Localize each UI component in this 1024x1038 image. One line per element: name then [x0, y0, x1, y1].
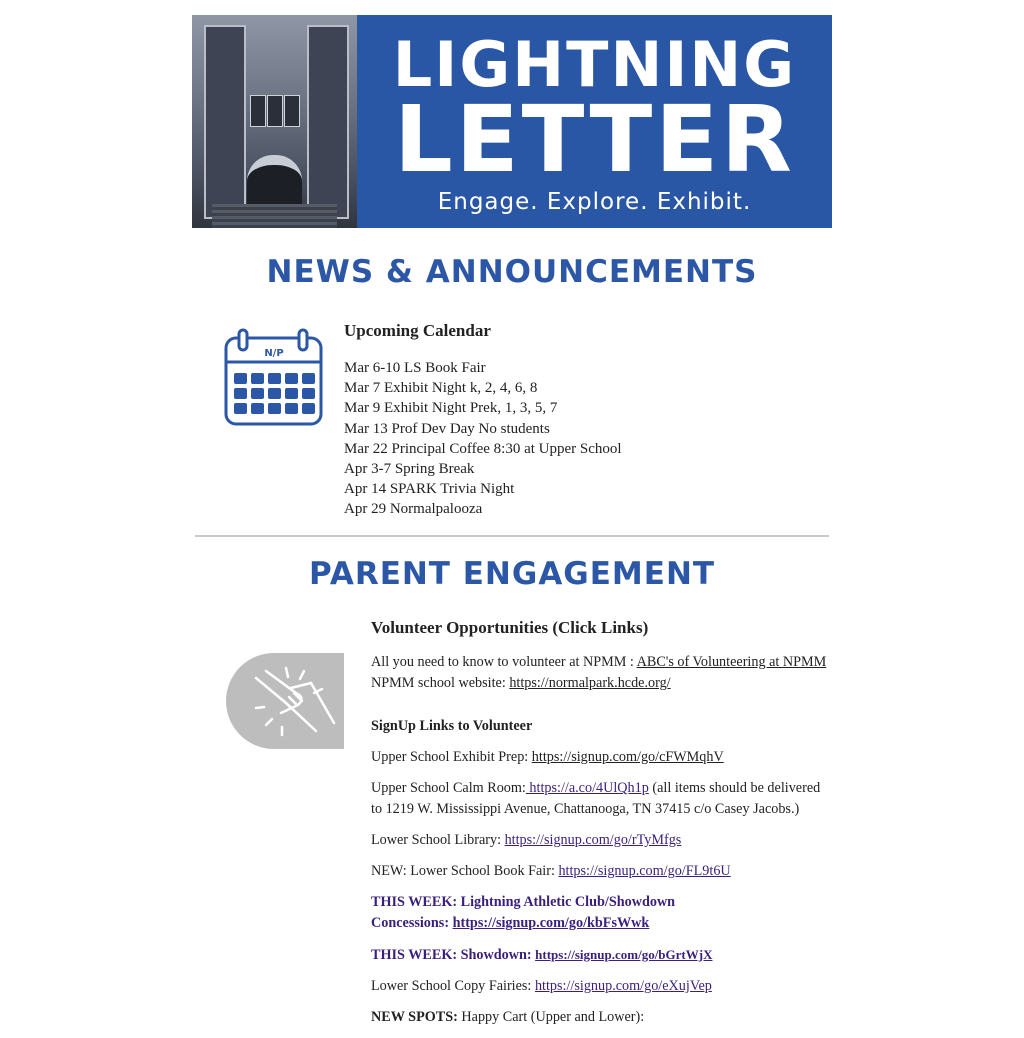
- intro-text: All you need to know to volunteer at NPMM :: [371, 654, 637, 670]
- calm-room-link[interactable]: https://a.co/4UlQh1p: [525, 780, 649, 796]
- calendar-item: Mar 9 Exhibit Night Prek, 1, 3, 5, 7: [344, 400, 558, 417]
- abc-volunteering-link[interactable]: ABC's of Volunteering at NPMM: [636, 654, 827, 670]
- delivery-note: (all items should be delivered to 1219 W. Mississippi Avenue, Chattanooga, TN 37415 c/o Casey Jacobs.): [371, 780, 821, 817]
- parent-engagement-heading: PARENT ENGAGEMENT: [308, 556, 716, 592]
- website-label: NPMM school website:: [371, 675, 510, 691]
- calendar-list: [344, 358, 824, 520]
- calendar-logo: N/P: [264, 348, 284, 359]
- signup-label: NEW: Lower School Book Fair:: [371, 863, 559, 879]
- volunteer-section: [371, 617, 831, 1038]
- banner-title-line2: LETTER: [394, 86, 795, 193]
- calendar-item: Apr 14 SPARK Trivia Night: [344, 481, 515, 498]
- copy-fairies-link[interactable]: https://signup.com/go/eXujVep: [534, 978, 712, 994]
- school-website-link[interactable]: https://normalpark.hcde.org/: [509, 675, 671, 691]
- section-divider: [195, 535, 829, 537]
- upcoming-calendar: [344, 321, 824, 520]
- volunteer-title: Volunteer Opportunities (Click Links): [371, 618, 649, 637]
- signup-label: Lower School Copy Fairies:: [371, 978, 535, 994]
- exhibit-prep-link[interactable]: https://signup.com/go/cFWMqhV: [531, 749, 724, 765]
- banner-tagline: Engage. Explore. Exhibit.: [437, 189, 752, 215]
- calendar-item: Mar 6-10 LS Book Fair: [344, 360, 486, 376]
- calendar-item: Apr 29 Normalpalooza: [344, 501, 483, 518]
- news-heading: NEWS & ANNOUNCEMENTS: [266, 254, 758, 290]
- signup-label: THIS WEEK: Showdown:: [371, 947, 536, 963]
- calendar-item: Mar 13 Prof Dev Day No students: [344, 420, 550, 437]
- helping-hands-icon: [226, 653, 344, 749]
- school-building-photo: [192, 15, 357, 228]
- banner-title-line1: LIGHTNING: [392, 28, 797, 101]
- lightning-letter-banner: [192, 15, 832, 228]
- showdown-link[interactable]: https://signup.com/go/bGrtWjX: [535, 947, 713, 962]
- signup-label: Upper School Exhibit Prep:: [371, 749, 532, 765]
- calendar-title: Upcoming Calendar: [344, 321, 491, 340]
- happy-cart-text: Happy Cart (Upper and Lower):: [457, 1009, 645, 1025]
- signup-label: THIS WEEK: Lightning Athletic Club/Showdown Concessions:: [371, 894, 676, 931]
- signup-heading: SignUp Links to Volunteer: [371, 718, 533, 734]
- signup-label: Upper School Calm Room:: [371, 780, 526, 796]
- calendar-item: Apr 3-7 Spring Break: [344, 461, 475, 478]
- concessions-link[interactable]: https://signup.com/go/kbFsWwk: [452, 915, 650, 931]
- new-spots-label: NEW SPOTS:: [371, 1009, 458, 1025]
- signup-label: Lower School Library:: [371, 832, 505, 848]
- book-fair-link[interactable]: https://signup.com/go/FL9t6U: [558, 863, 731, 879]
- calendar-item: Mar 22 Principal Coffee 8:30 at Upper School: [344, 440, 622, 457]
- calendar-item: Mar 7 Exhibit Night k, 2, 4, 6, 8: [344, 380, 538, 397]
- calendar-icon: [224, 328, 324, 426]
- library-link[interactable]: https://signup.com/go/rTyMfgs: [504, 832, 682, 848]
